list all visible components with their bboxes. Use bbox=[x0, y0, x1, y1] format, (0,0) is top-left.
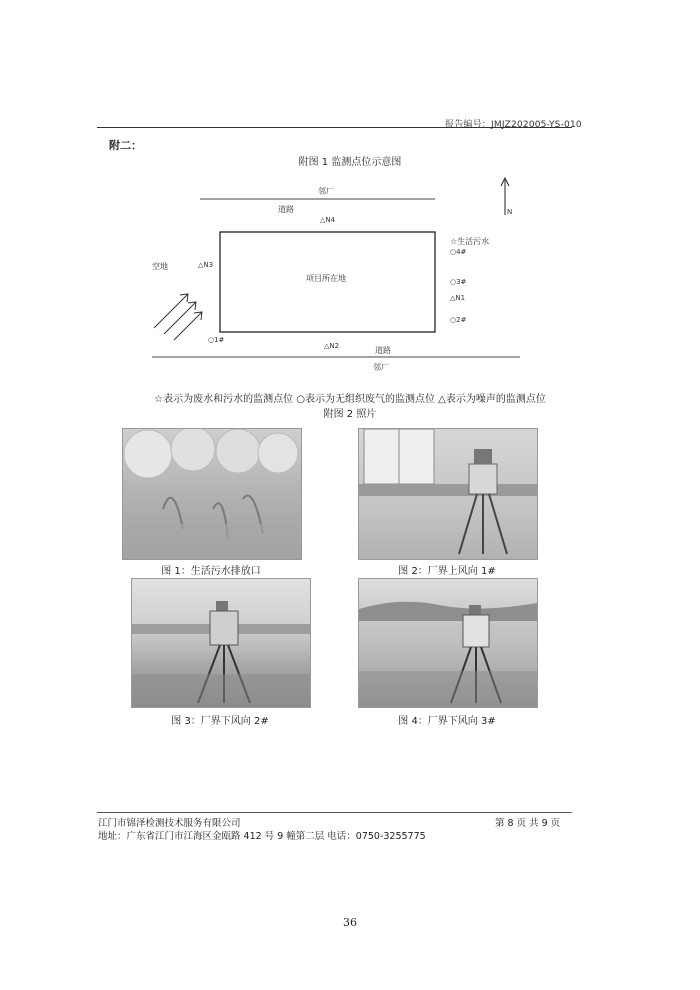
label-road-top: 道路 bbox=[278, 205, 294, 214]
label-p3: ○3# bbox=[450, 278, 467, 286]
wind-direction-arrows bbox=[154, 294, 202, 340]
figure2-title: 附图 2 照片 bbox=[323, 409, 377, 420]
map-svg bbox=[130, 170, 570, 395]
label-n2: △N2 bbox=[324, 342, 340, 350]
photo-sewage-outlet bbox=[122, 428, 302, 560]
caption-photo-1: 图 1：生活污水排放口 bbox=[161, 566, 261, 577]
label-factory-bottom: 邻厂 bbox=[373, 363, 389, 372]
caption-photo-2: 图 2：厂界上风向 1# bbox=[398, 566, 496, 577]
label-n4: △N4 bbox=[320, 216, 336, 224]
sampler-photo-icon bbox=[359, 429, 537, 559]
caption-photo-4: 图 4：厂界下风向 3# bbox=[398, 716, 496, 727]
figure1-title: 附图 1 监测点位示意图 bbox=[298, 157, 402, 168]
sampler-photo-icon bbox=[359, 579, 537, 707]
caption-photo-3: 图 3：厂界下风向 2# bbox=[171, 716, 269, 727]
page-number: 36 bbox=[343, 916, 357, 929]
sewage-outlet-photo-icon bbox=[123, 429, 301, 559]
label-project-site: 项目所在地 bbox=[306, 274, 346, 283]
header-divider bbox=[97, 127, 572, 128]
label-road-bottom: 道路 bbox=[375, 346, 391, 355]
label-n3: △N3 bbox=[198, 261, 214, 269]
label-north: N bbox=[507, 208, 513, 216]
label-domestic-sewage: ☆生活污水 bbox=[450, 237, 490, 246]
report-number: 报告编号：JMJZ202005-YS-010 bbox=[445, 120, 582, 130]
photo-downwind-3 bbox=[358, 578, 538, 708]
monitoring-map bbox=[130, 170, 570, 395]
label-p1: ○1# bbox=[208, 336, 225, 344]
label-factory-top: 邻厂 bbox=[318, 187, 334, 196]
photo-downwind-2 bbox=[131, 578, 311, 708]
label-vacant-land: 空地 bbox=[152, 262, 168, 271]
photo-upwind-1 bbox=[358, 428, 538, 560]
footer-divider bbox=[97, 812, 572, 813]
appendix-label: 附二： bbox=[109, 139, 142, 152]
label-p4: ○4# bbox=[450, 248, 467, 256]
map-legend: ☆表示为废水和污水的监测点位 ○表示为无组织废气的监测点位 △表示为噪声的监测点位 bbox=[154, 394, 546, 405]
footer-address: 地址：广东省江门市江海区金瓯路 412 号 9 幢第二层 电话：0750-3255775 bbox=[98, 831, 426, 842]
label-p2: ○2# bbox=[450, 316, 467, 324]
footer-page-info: 第 8 页 共 9 页 bbox=[495, 818, 561, 829]
footer-company: 江门市锦泽检测技术服务有限公司 bbox=[98, 818, 241, 829]
label-n1: △N1 bbox=[450, 294, 466, 302]
sampler-photo-icon bbox=[132, 579, 310, 707]
